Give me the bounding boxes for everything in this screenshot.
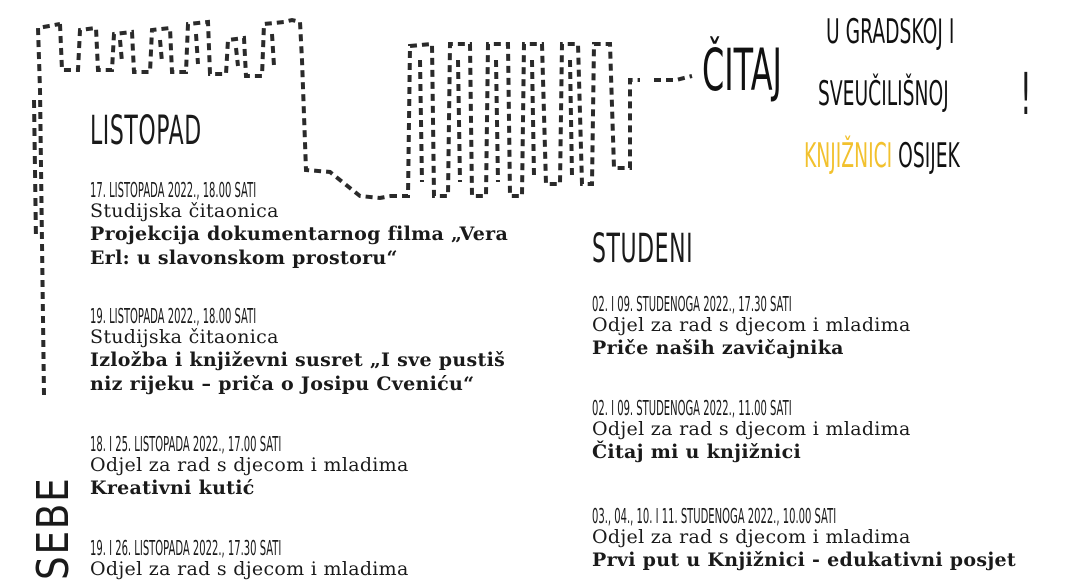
event-place: Odjel za rad s djecom i mladima: [592, 314, 911, 336]
header-line3: [804, 136, 960, 176]
studeni-heading: STUDENI: [592, 226, 694, 272]
event-title-line: niz rijeku – priča o Josipu Cveniću“: [90, 373, 475, 395]
event-title-line: Kreativni kutić: [90, 477, 255, 499]
header-line3-wrap: [804, 136, 1068, 176]
listopad-event-4: [90, 536, 473, 580]
listopad-event-3: [90, 432, 473, 500]
event-date: 17. LISTOPADA 2022., 18.00 SATI: [90, 178, 257, 202]
event-title-line: Izložba i književni susret „I sve pustiš: [90, 349, 506, 371]
event-date: 02. I 09. STUDENOGA 2022., 11.00 SATI: [592, 396, 792, 420]
listopad-event-2: [90, 304, 505, 396]
header-exclamation: !: [1020, 60, 1032, 128]
header-line1-wrap: [826, 12, 1059, 52]
event-place: Odjel za rad s djecom i mladima: [592, 526, 911, 548]
event-date: 02. I 09. STUDENOGA 2022., 17.30 SATI: [592, 292, 792, 316]
listopad-heading: LISTOPAD: [90, 108, 202, 154]
event-date: 19. I 26. LISTOPADA 2022., 17.30 SATI: [90, 536, 282, 560]
side-word: SEBE: [28, 476, 79, 580]
listopad-heading-wrap: [90, 108, 293, 154]
event-date: 18. I 25. LISTOPADA 2022., 17.00 SATI: [90, 432, 282, 456]
event-date: 19. LISTOPADA 2022., 18.00 SATI: [90, 304, 257, 328]
event-place: Studijska čitaonica: [90, 326, 279, 348]
studeni-event-2: [592, 396, 991, 464]
header-line3-rest: OSIJEK: [898, 136, 960, 176]
listopad-event-1: [90, 178, 508, 270]
event-title-line: Projekcija dokumentarnog filma „Vera: [90, 223, 509, 245]
event-title-line: Čitaj mi u knjižnici: [592, 441, 801, 463]
header-citaj: ČITAJ: [702, 36, 782, 104]
event-place: Studijska čitaonica: [90, 200, 279, 222]
studeni-event-3: [592, 504, 1068, 572]
studeni-heading-wrap: [592, 226, 776, 272]
event-title-line: Priče naših zavičajnika: [592, 337, 844, 359]
event-date: 03., 04., 10. I 11. STUDENOGA 2022., 10.00 SATI: [592, 504, 837, 528]
header-line2: SVEUČILIŠNOJ: [818, 74, 949, 114]
event-title-line: Prvi put u Knjižnici - edukativni posjet: [592, 549, 1016, 571]
event-place: Odjel za rad s djecom i mladima: [90, 454, 409, 476]
event-place: Odjel za rad s djecom i mladima: [592, 418, 911, 440]
event-title-line: Erl: u slavonskom prostoru“: [90, 247, 398, 269]
event-place: Odjel za rad s djecom i mladima: [90, 558, 409, 580]
header-line1: U GRADSKOJ I: [826, 12, 955, 52]
header-line3-accent: KNJIŽNICI: [804, 136, 893, 176]
studeni-event-1: [592, 292, 991, 360]
